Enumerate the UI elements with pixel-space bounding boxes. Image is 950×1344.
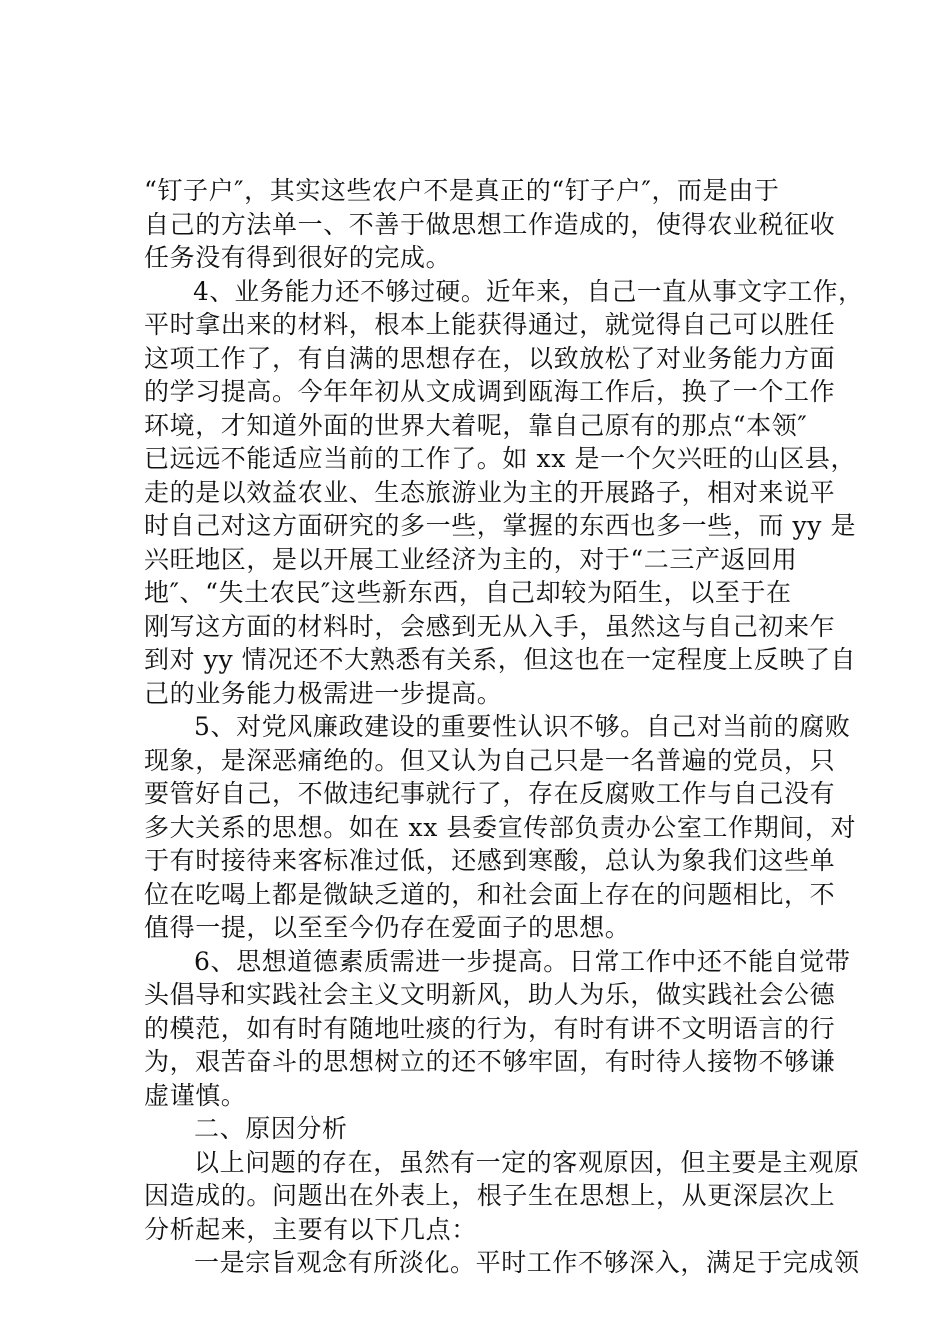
text-line: 头倡导和实践社会主义文明新风，助人为乐，做实践社会公德	[144, 980, 836, 1009]
text-line: 要管好自己，不做违纪事就行了，存在反腐败工作与自己没有	[144, 779, 836, 808]
text-line: 一是宗旨观念有所淡化。平时工作不够深入，满足于完成领	[194, 1248, 860, 1277]
text-line: 6、思想道德素质需进一步提高。日常工作中还不能自觉带	[194, 946, 851, 976]
text-line: 为，艰苦奋斗的思想树立的还不够牢固，有时待人接物不够谦	[144, 1047, 836, 1076]
text-line: 位在吃喝上都是微缺乏道的，和社会面上存在的问题相比，不	[144, 879, 836, 909]
text-line: 5、对党风廉政建设的重要性认识不够。自己对当前的腐败	[194, 712, 851, 741]
text-line: 的学习提高。今年年初从文成调到瓯海工作后，换了一个工作	[144, 377, 836, 406]
text-line: 分析起来，主要有以下几点：	[144, 1214, 477, 1244]
text-line: 刚写这方面的材料时，会感到无从入手，虽然这与自己初来乍	[144, 611, 836, 641]
text-line: 已远远不能适应当前的工作了。如 xx 是一个欠兴旺的山区县，	[144, 444, 857, 473]
text-line: 地″、“失土农民″这些新东西，自己却较为陌生，以至于在	[144, 578, 792, 607]
text-line: 虚谨慎。	[144, 1080, 247, 1110]
text-line: 现象，是深恶痛绝的。但又认为自己只是一名普遍的党员，只	[144, 745, 836, 775]
text-line: 因造成的。问题出在外表上，根子生在思想上，从更深层次上	[144, 1181, 836, 1210]
text-line: 环境，才知道外面的世界大着呢，靠自己原有的那点“本领″	[144, 410, 808, 440]
text-line: 二、原因分析	[194, 1114, 348, 1143]
text-line: 时自己对这方面研究的多一些，掌握的东西也多一些，而 yy 是	[144, 511, 857, 540]
document-body	[144, 174, 864, 1280]
text-line: 任务没有得到很好的完成。	[144, 243, 452, 272]
text-line: 兴旺地区，是以开展工业经济为主的，对于“二三产返回用	[144, 544, 798, 574]
text-line: 己的业务能力极需进一步提高。	[144, 678, 503, 708]
text-line: 自己的方法单一、不善于做思想工作造成的，使得农业税征收	[144, 209, 836, 239]
text-line: 值得一提，以至至今仍存在爱面子的思想。	[144, 913, 631, 942]
text-line: 到对 yy 情况还不大熟悉有关系，但这也在一定程度上反映了自	[144, 645, 857, 674]
text-line: 平时拿出来的材料，根本上能获得通过，就觉得自己可以胜任	[144, 310, 836, 339]
text-line: 多大关系的思想。如在 xx 县委宣传部负责办公室工作期间，对	[144, 812, 857, 842]
text-line: 走的是以效益农业、生态旅游业为主的开展路子，相对来说平	[144, 477, 836, 507]
text-line: “钉子户″，其实这些农户不是真正的“钉子户″，而是由于	[144, 176, 780, 205]
text-line: 于有时接待来客标准过低，还感到寒酸，总认为象我们这些单	[144, 846, 836, 875]
text-line: 的模范，如有时有随地吐痰的行为，有时有讲不文明语言的行	[144, 1013, 836, 1043]
text-line: 4、业务能力还不够过硬。近年来，自己一直从事文字工作，	[193, 276, 864, 306]
text-line: 这项工作了，有自满的思想存在，以致放松了对业务能力方面	[144, 343, 836, 373]
text-line: 以上问题的存在，虽然有一定的客观原因，但主要是主观原	[194, 1147, 860, 1177]
